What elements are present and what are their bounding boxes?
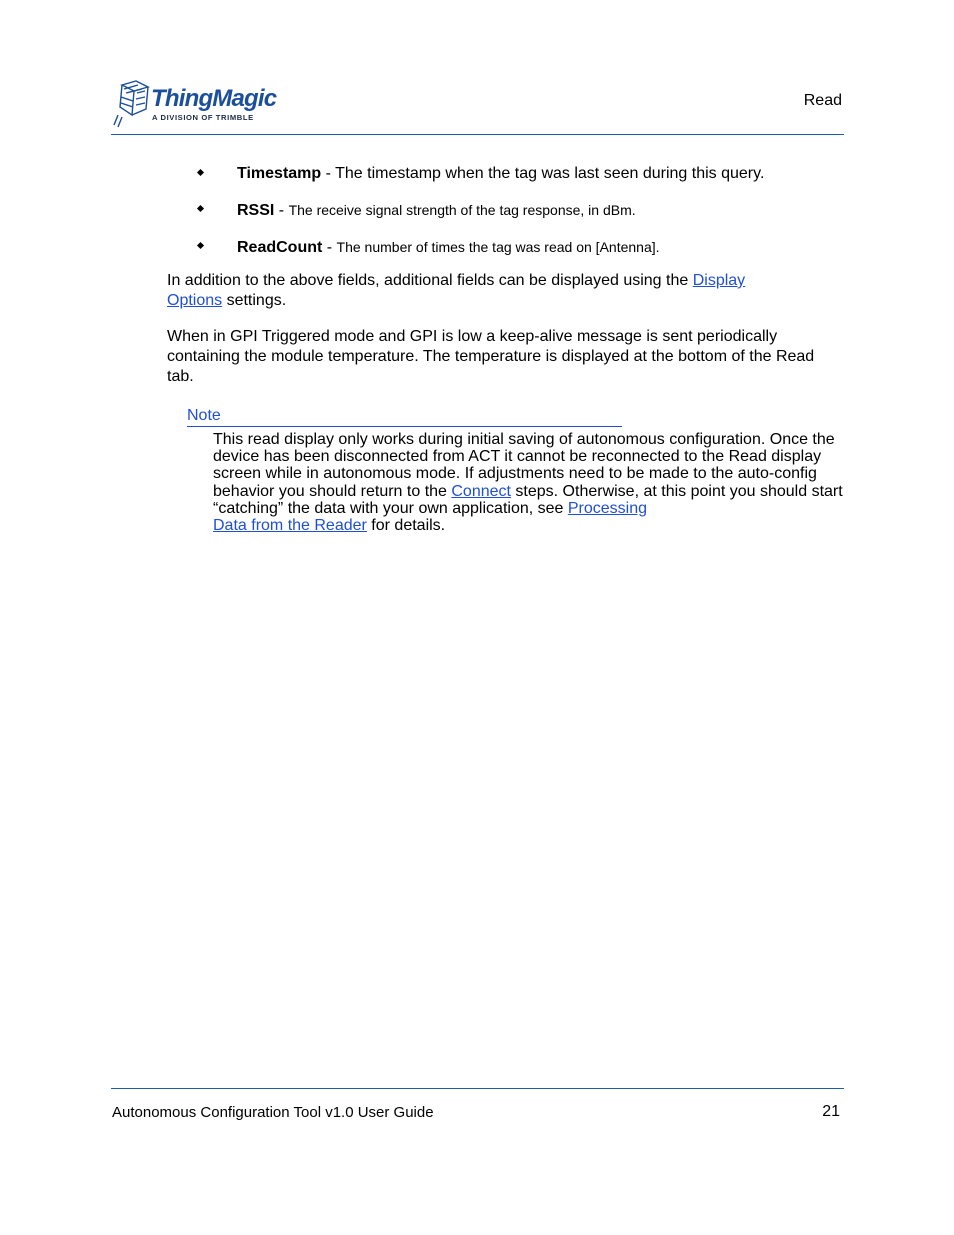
paragraph-text: settings.: [222, 292, 287, 309]
diamond-bullet-icon: [197, 169, 204, 176]
paragraph-text: In addition to the above fields, additional fields can be displayed using the: [167, 272, 693, 289]
field-term: ReadCount: [237, 239, 323, 256]
thingmagic-logo: [112, 79, 282, 129]
link-text: Data from the Reader: [213, 517, 367, 535]
field-description: The number of times the tag was read on [Antenna].: [336, 239, 660, 255]
note-text: for details.: [366, 517, 446, 535]
field-separator: -: [321, 165, 336, 182]
display-options-paragraph: [167, 271, 837, 311]
connect-link[interactable]: Connect: [451, 482, 511, 500]
link-text: Display: [692, 272, 746, 289]
footer-document-title: Autonomous Configuration Tool v1.0 User Guide: [112, 1104, 434, 1121]
note-body: [213, 431, 845, 534]
field-term: RSSI: [237, 202, 275, 219]
note-text: This read display only works during initial saving of autonomous configuration. Once the device has been disconnected from ACT it cannot be reconnected to the Read display screen while in autonomous mode. If adjustments need to be made to the auto-config behavior you should return to the: [213, 431, 835, 500]
field-description: The timestamp when the tag was last seen during this query.: [335, 165, 765, 182]
note-heading: Note: [187, 406, 622, 427]
logo-tagline-text: A DIVISION OF TRIMBLE: [152, 113, 254, 122]
footer-divider: [111, 1088, 844, 1089]
link-text: Options: [167, 292, 223, 309]
list-item: [196, 164, 836, 184]
gpi-triggered-paragraph: When in GPI Triggered mode and GPI is low a keep-alive message is sent periodically containing the module temperature. The temperature is displayed at the bottom of the Read tab.: [167, 328, 815, 385]
thingmagic-cube-logo-icon: [112, 79, 282, 129]
header-section-title: Read: [803, 92, 842, 109]
diamond-bullet-icon: [197, 205, 204, 212]
field-list: [196, 164, 836, 274]
link-text: Processing: [567, 499, 648, 517]
note-text: steps. Otherwise, at this point you should start “catching” the data with your own application, see: [213, 482, 843, 517]
field-description: The receive signal strength of the tag response, in dBm.: [288, 202, 636, 218]
list-item: [196, 237, 836, 258]
field-separator: -: [322, 239, 337, 256]
field-separator: -: [274, 202, 289, 219]
logo-brand-text: ThingMagic: [151, 85, 277, 112]
header-divider: [111, 134, 844, 135]
field-term: Timestamp: [237, 165, 322, 182]
page-number: 21: [822, 1103, 840, 1120]
diamond-bullet-icon: [197, 242, 204, 249]
list-item: [196, 200, 836, 221]
